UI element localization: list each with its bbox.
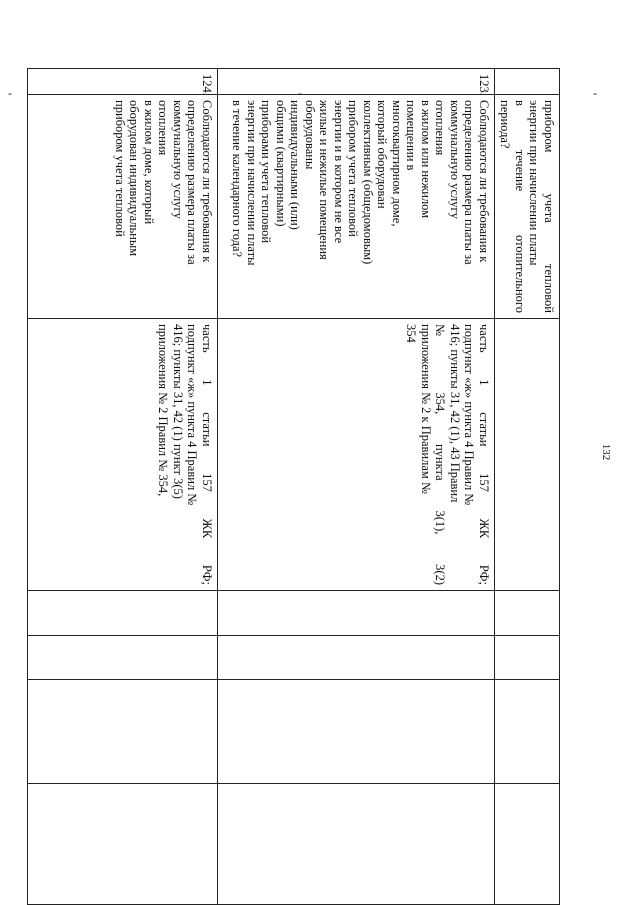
question-line: в течение календарного года?	[230, 100, 245, 258]
question-cell	[218, 95, 495, 319]
note-cell	[218, 784, 495, 905]
question-line: прибором учета тепловой	[113, 100, 127, 237]
question-line: энергии при начислении платы	[245, 100, 259, 266]
question-line: в жилом или нежилом	[419, 100, 433, 219]
question-line: периода?	[498, 100, 513, 149]
question-line: индивидуальными (или)	[288, 100, 303, 230]
question-line: помещении в	[404, 100, 419, 171]
row-number-cell: 123.	[218, 69, 495, 95]
question-line: энергии при начислении платы	[527, 100, 542, 266]
row-number-cell: 124.	[28, 69, 218, 95]
reference-line: подпункт «ж» пункта 4 Правил №	[462, 324, 477, 506]
answer-cell-na	[28, 680, 218, 784]
reference-line: 354	[404, 324, 419, 343]
reference-line: приложения № 2 Правил № 354,	[156, 324, 171, 497]
page-number: 132	[600, 443, 612, 461]
question-line: жилые и нежилые помещения	[317, 100, 332, 260]
question-line: отопления	[433, 100, 448, 156]
question-line: определению размера платы за	[462, 100, 477, 265]
question-line: коммунальную услугу	[171, 100, 185, 219]
row-number-cell	[495, 69, 560, 95]
margin-mark: -	[8, 86, 12, 100]
question-line: Соблюдаются ли требования к	[200, 100, 214, 263]
table-row	[218, 69, 495, 905]
reference-cell	[495, 319, 560, 591]
reference-line: приложения № 2 к Правилам №	[419, 324, 433, 494]
checklist-table	[27, 68, 560, 905]
answer-cell-no	[218, 636, 495, 680]
reference-line: подпункт «ж» пункта 4 Правил №	[185, 324, 200, 506]
answer-cell-no	[28, 636, 218, 680]
note-cell	[495, 784, 560, 905]
answer-cell-yes	[495, 591, 560, 636]
reference-line: часть 1 статьи 157 ЖК РФ;	[477, 324, 491, 585]
table-row-continuation	[495, 69, 560, 905]
question-line: в течение отопительного	[513, 100, 527, 313]
reference-cell	[218, 319, 495, 591]
answer-cell-yes	[218, 591, 495, 636]
answer-cell-na	[495, 680, 560, 784]
question-line: в жилом доме, который	[142, 100, 156, 225]
question-line: коммунальную услугу	[448, 100, 462, 219]
note-cell	[28, 784, 218, 905]
question-line: Соблюдаются ли требования к	[477, 100, 491, 263]
question-line: энергии и в котором не все	[332, 100, 346, 244]
question-line: коллективным (общедомовым)	[361, 100, 375, 265]
question-line: многоквартирном доме,	[390, 100, 404, 227]
question-line: прибором учета тепловой	[346, 100, 361, 237]
reference-line: № 354, пункта 3(1), 3(2)	[433, 324, 448, 585]
question-cell	[28, 95, 218, 319]
question-line: оборудован индивидуальным	[127, 100, 142, 257]
margin-mark: -	[298, 86, 302, 100]
checklist-table-rotated	[50, 68, 560, 904]
reference-cell	[28, 319, 218, 591]
question-line: оборудованы	[303, 100, 317, 170]
question-line: приборами учета тепловой	[259, 100, 274, 244]
question-line: отопления	[156, 100, 171, 156]
question-line: определению размера платы за	[185, 100, 200, 265]
margin-mark: -	[593, 86, 597, 100]
answer-cell-yes	[28, 591, 218, 636]
reference-line: 416; пункты 31, 42 (1), 43 Правил	[448, 324, 462, 503]
answer-cell-no	[495, 636, 560, 680]
question-line: прибором учета тепловой	[542, 100, 556, 313]
reference-line: часть 1 статьи 157 ЖК РФ;	[200, 324, 214, 585]
table-row	[28, 69, 218, 905]
reference-line: 416; пункты 31, 42 (1) пункт 3(5)	[171, 324, 185, 499]
question-line: который оборудован	[375, 100, 390, 209]
question-line: общими (квартирными)	[274, 100, 288, 227]
question-cell	[495, 95, 560, 319]
answer-cell-na	[218, 680, 495, 784]
